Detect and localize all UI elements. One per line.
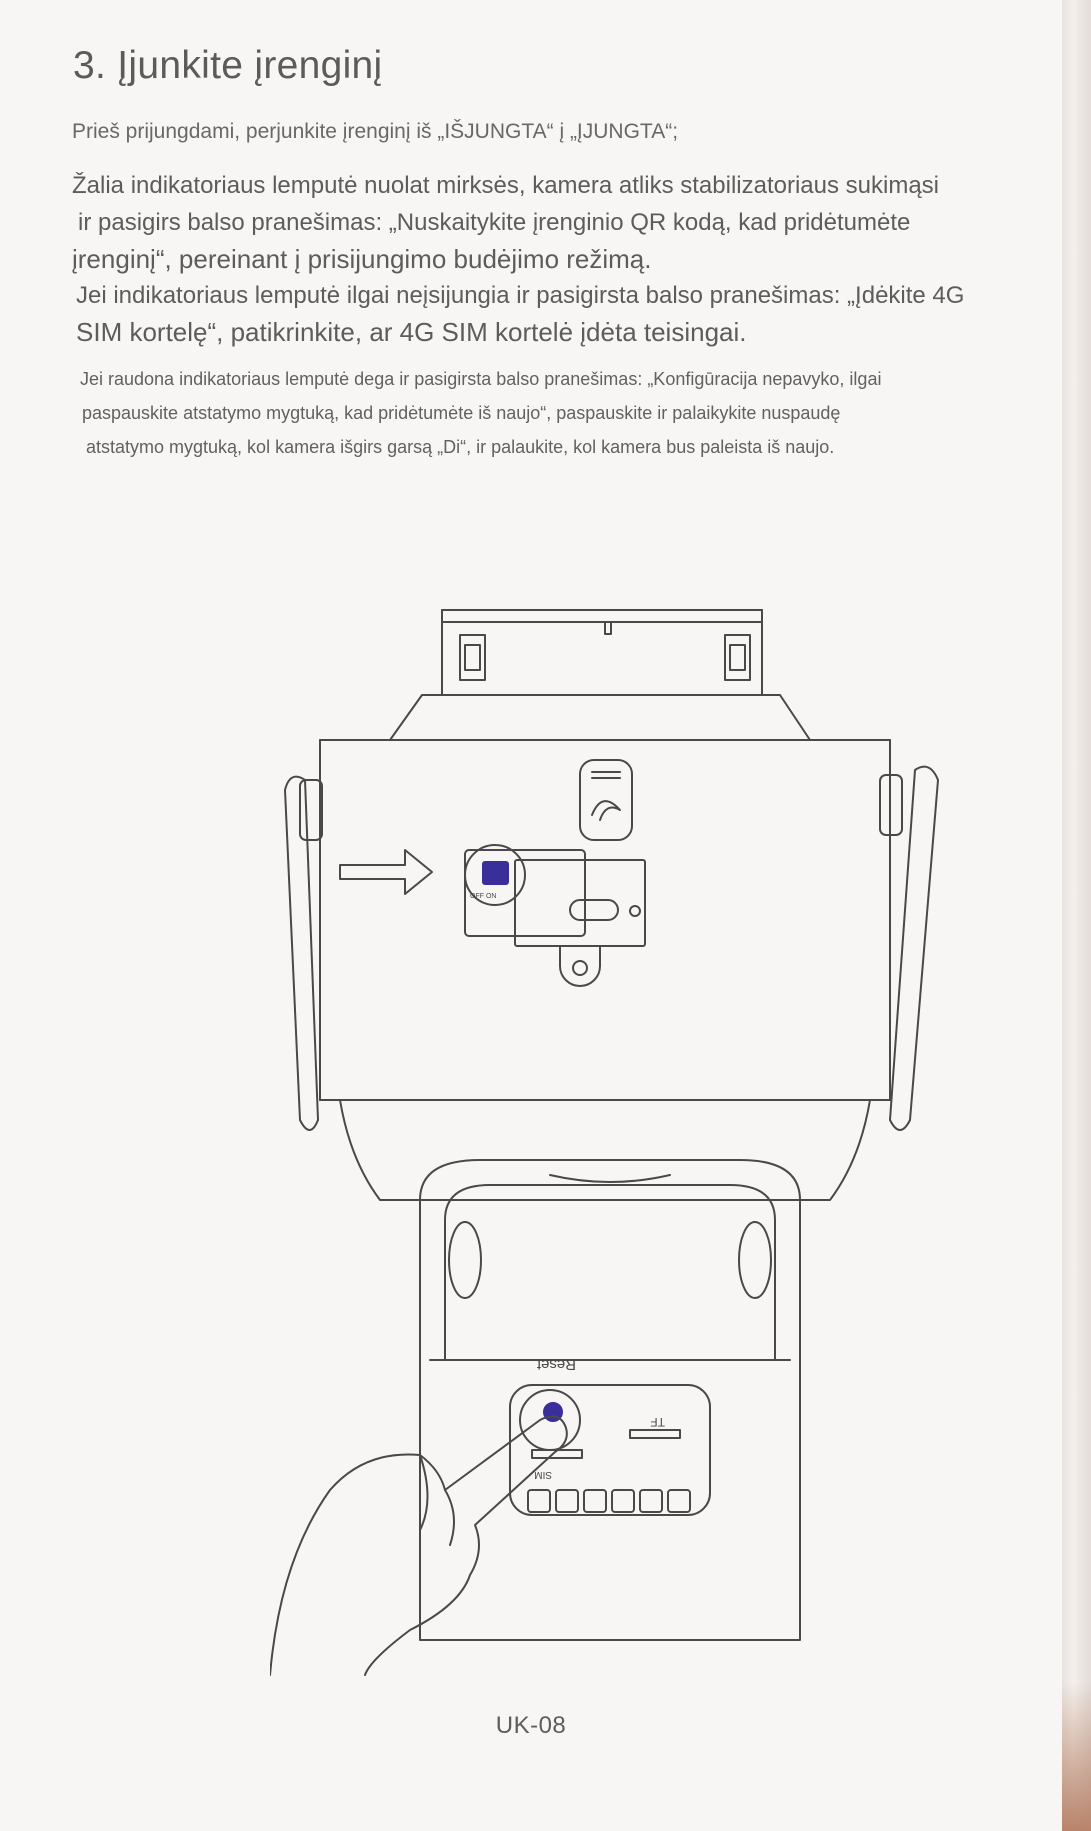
power-switch-icon: [465, 845, 645, 986]
tf-slot-label: TF: [650, 1415, 665, 1429]
antenna-icon: [285, 767, 938, 1130]
text-line: paspauskite atstatymo mygtuką, kad pridėtumėte iš naujo“, paspauskite ir palaikykite nuspaudę: [82, 403, 841, 423]
text-line: ir pasigirs balso pranešimas: „Nuskaitykite įrenginio QR kodą, kad pridėtumėte: [78, 209, 911, 236]
text-line: Jei indikatoriaus lemputė ilgai neįsijungia ir pasigirsta balso pranešimas: „Įdėkite 4G: [76, 282, 965, 309]
text-line: atstatymo mygtuką, kol kamera išgirs garsą „Di“, ir palaukite, kol kamera bus paleista iš naujo.: [86, 437, 835, 457]
arrow-right-icon: [340, 850, 432, 894]
text-line: Jei raudona indikatoriaus lemputė dega ir pasigirsta balso pranešimas: „Konfigūracija nepavyko, ilgai: [80, 369, 882, 389]
paragraph-green-light: [72, 167, 939, 278]
camera-top-edge: [390, 695, 810, 740]
text-line: SIM kortelę“, patikrinkite, ar 4G SIM kortelė įdėta teisingai.: [76, 317, 747, 347]
reset-panel: [510, 1385, 710, 1515]
camera-reset-illustration: [270, 600, 950, 1680]
paragraph-switch-on: Prieš prijungdami, perjunkite įrenginį iš „IŠJUNGTA“ į „ĮJUNGTA“;: [72, 120, 679, 143]
paragraph-red-light: [80, 362, 881, 464]
text-line: įrenginį“, pereinant į prisijungimo budėjimo režimą.: [72, 244, 652, 274]
page-number: UK-08: [495, 1712, 567, 1739]
text-line: Žalia indikatoriaus lemputė nuolat mirksės, kamera atliks stabilizatoriaus sukimąsi: [72, 172, 940, 199]
pointing-finger-icon: [270, 1416, 567, 1675]
paragraph-sim-warning: [76, 277, 964, 351]
switch-label: OFF ON: [470, 893, 497, 900]
logo-icon: [580, 760, 632, 840]
reset-label: Reset: [536, 1356, 576, 1373]
mount-bracket-icon: [442, 610, 762, 695]
page-title: 3. Įjunkite įrenginį: [73, 44, 383, 87]
sim-slot-label: SIM: [534, 1469, 552, 1480]
camera-lower-head: [420, 1160, 800, 1640]
page-edge: [1062, 0, 1091, 1831]
